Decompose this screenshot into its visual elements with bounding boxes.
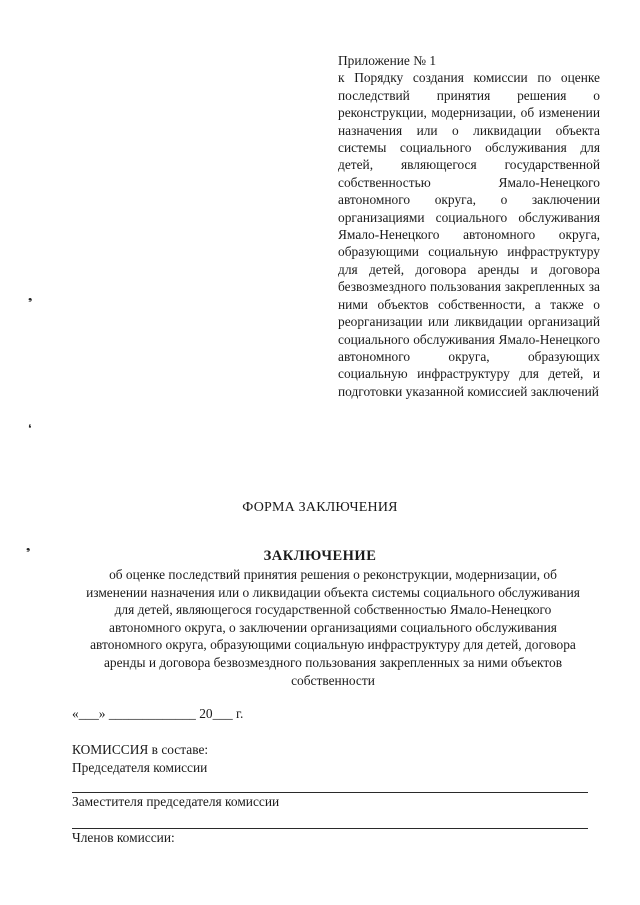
deputy-label: Заместителя председателя комиссии [72, 794, 280, 809]
commission-composition: КОМИССИЯ в составе: [72, 742, 209, 757]
date-line: «___» _____________ 20___ г. [72, 706, 244, 721]
scan-mark: ❛ [28, 423, 32, 435]
appendix-block [338, 52, 600, 400]
deputy-signature-line [72, 828, 588, 829]
appendix-text: к Порядку создания комиссии по оценке последствий принятия решения о реконструкции, модернизации, об изменении назначения или о ликвидации объекта системы социального обслуживания для детей, являющегося государственной собственностью Ямало-Ненецкого автономного округа, о заключении организациями социального обслуживания Ямало-Ненецкого автономного округа, образующими социальную инфраструктуру для детей, договора аренды и договора безвозмездного пользования закрепленных за ними объектов собственности, а также о реорганизации или ликвидации организаций социального обслуживания Ямало-Ненецкого автономного округа, образующих социальную инфраструктуру для детей, и подготовки указанной комиссией заключений [338, 70, 600, 399]
chairman-label: Председателя комиссии [72, 760, 208, 775]
members-label: Членов комиссии: [72, 830, 175, 845]
document-subtitle: об оценке последствий принятия решения о реконструкции, модернизации, об изменении назначения или о ликвидации объекта системы социального обслуживания для детей, являющегося государственной собственностью Ямало-Ненецкого автономного округа, о заключении организациями социального обслуживания автономного округа, образующими социальную инфраструктуру для детей, договора аренды и договора безвозмездного пользования закрепленных за ними объектов собственности [86, 567, 580, 688]
appendix-heading: Приложение № 1 [338, 53, 437, 68]
chairman-signature-line [72, 792, 588, 793]
scan-mark: ❟ [28, 291, 33, 303]
scan-mark: ❟ [26, 541, 31, 553]
document-title: ЗАКЛЮЧЕНИЕ [263, 548, 377, 564]
form-title: ФОРМА ЗАКЛЮЧЕНИЯ [242, 500, 398, 515]
